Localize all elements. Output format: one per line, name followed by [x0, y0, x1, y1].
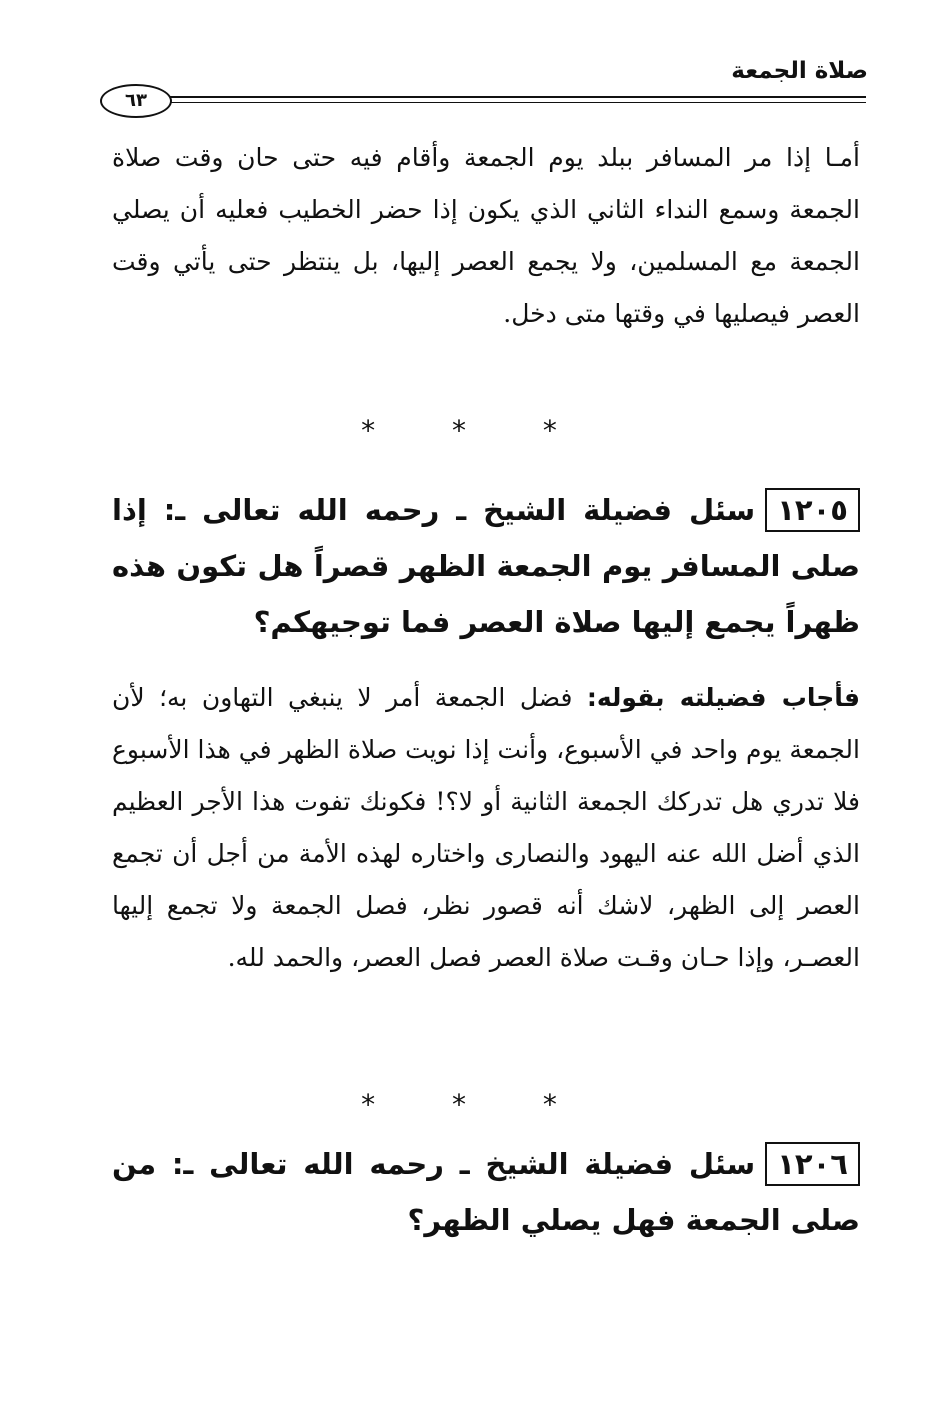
question-text: سئل فضيلة الشيخ ـ رحمه الله تعالى ـ: من صلى الجمعة فهل يصلي الظهر؟	[112, 1147, 860, 1237]
section-separator: * * *	[361, 1088, 591, 1121]
running-title: صلاة الجمعة	[731, 58, 868, 84]
page-number: ٦٣	[125, 90, 147, 111]
header-rule-thin	[160, 102, 866, 103]
question-number-box: ١٢٠٦	[765, 1142, 860, 1186]
header-rule	[160, 96, 866, 98]
paragraph-intro: أمـا إذا مر المسافر ببلد يوم الجمعة وأقام فيه حتى حان وقت صلاة الجمعة وسمع النداء الثاني الذي يكون إذا حضر الخطيب فعليه أن يصلي الجمعة مع المسلمين، ولا يجمع العصر إليها، بل ينتظر حتى يأتي وقت العصر فيصليها في وقتها متى دخل.	[112, 143, 860, 328]
question-text: سئل فضيلة الشيخ ـ رحمه الله تعالى ـ: إذا صلى المسافر يوم الجمعة الظهر قصراً هل تكون هذه ظهراً يجمع إليها صلاة العصر فما توجيهكم؟	[112, 493, 860, 639]
section-separator: * * *	[361, 414, 591, 447]
question-1205	[112, 482, 860, 650]
question-number-box: ١٢٠٥	[765, 488, 860, 532]
page-number-frame	[100, 84, 172, 118]
question-1206	[112, 1136, 860, 1248]
answer-paragraph	[112, 672, 860, 984]
answer-lead: فأجاب فضيلته بقوله:	[586, 683, 860, 712]
answer-text: فضل الجمعة أمر لا ينبغي التهاون به؛ لأن الجمعة يوم واحد في الأسبوع، وأنت إذا نويت صلاة الظهر في هذا الأسبوع فلا تدري هل تدركك الجمعة الثانية أو لا؟! فكونك تفوت هذا الأجر العظيم الذي أضل الله عنه اليهود والنصارى واختاره لهذه الأمة من أجل أن تجمع العصر إلى الظهر، لاشك أنه قصور نظر، فصل الجمعة ولا تجمع إليها العصـر، وإذا حـان وقـت صلاة العصر فصل العصر، والحمد لله.	[112, 683, 860, 972]
